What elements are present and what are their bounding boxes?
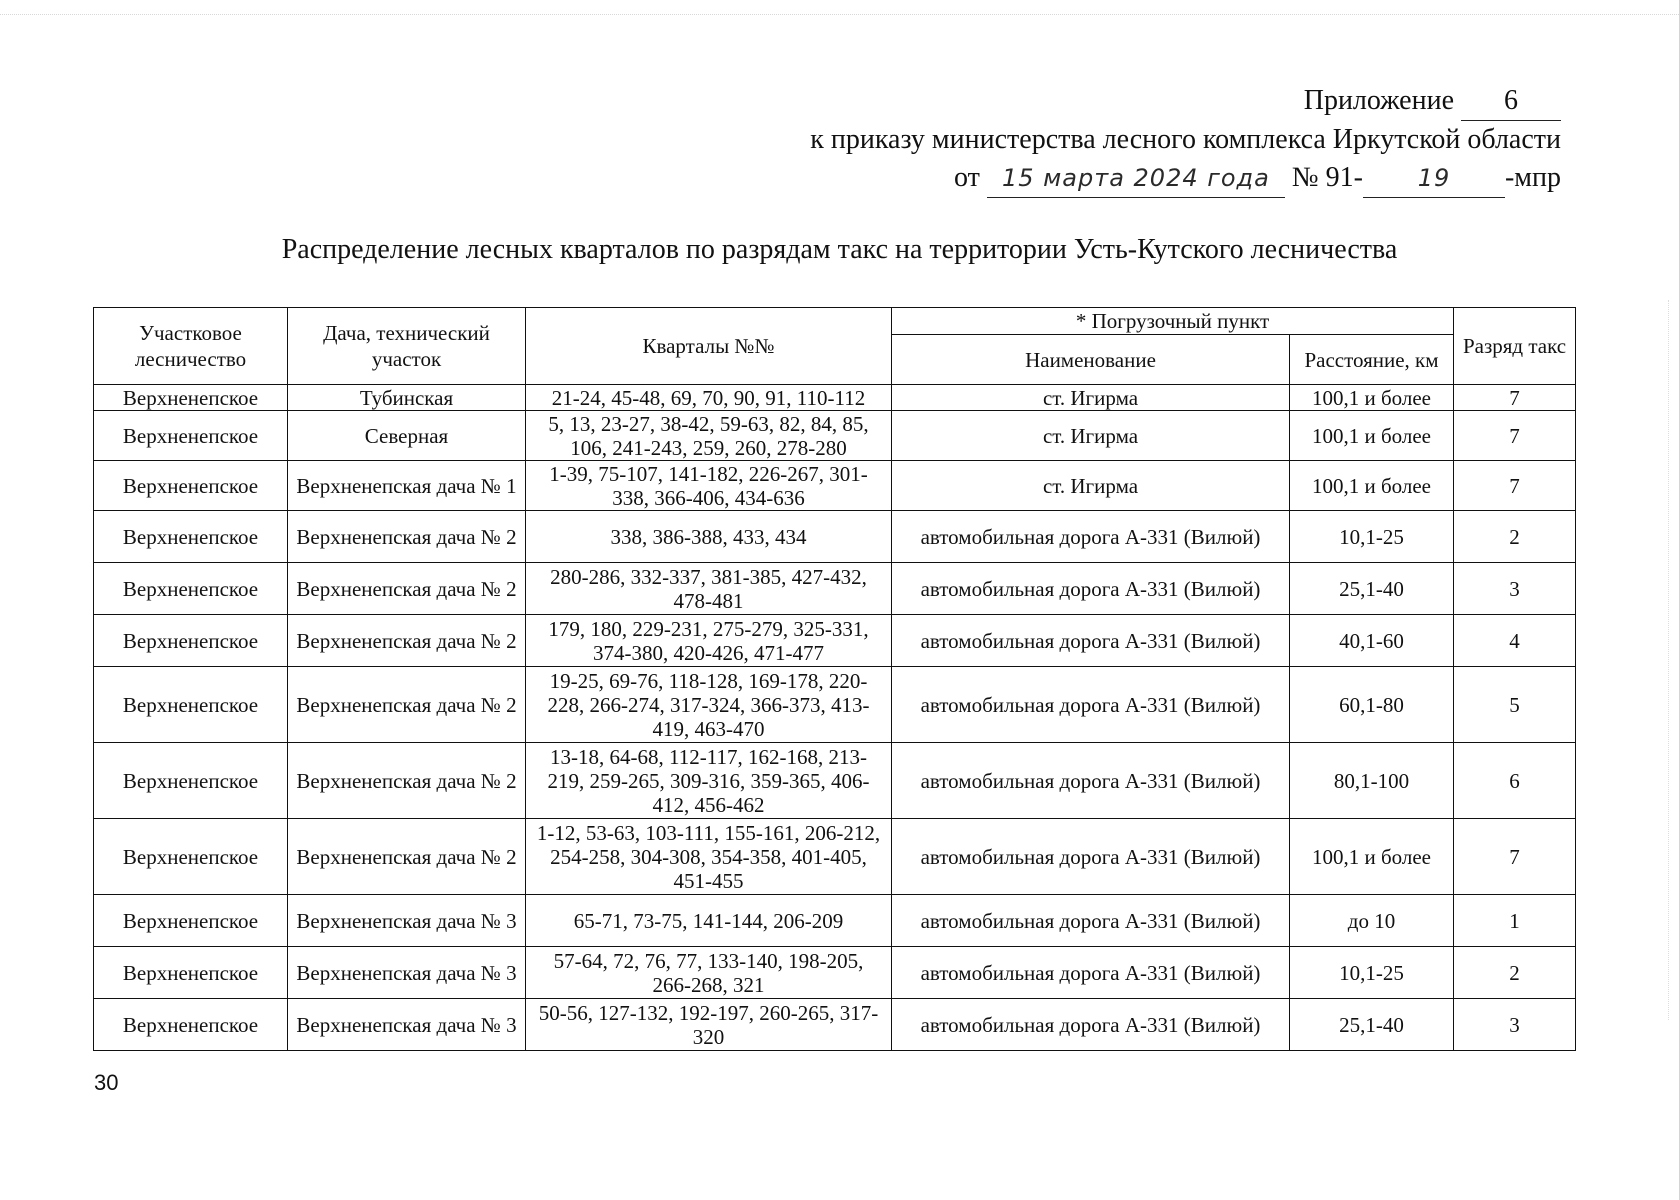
column-header-quarters: Кварталы №№ (526, 308, 892, 385)
cell-loading-point: автомобильная дорога А-331 (Вилюй) (892, 947, 1290, 999)
table-row (94, 511, 1576, 563)
cell-dacha: Верхненепская дача № 2 (288, 667, 526, 743)
cell-loading-point: ст. Игирма (892, 411, 1290, 461)
cell-district: Верхненепское (94, 947, 288, 999)
appendix-label: Приложение (1303, 85, 1454, 116)
column-header-rate: Разряд такс (1454, 308, 1576, 385)
cell-distance: 25,1-40 (1290, 563, 1454, 615)
cell-district: Верхненепское (94, 563, 288, 615)
cell-distance: 10,1-25 (1290, 947, 1454, 999)
cell-dacha: Верхненепская дача № 2 (288, 819, 526, 895)
order-line: к приказу министерства лесного комплекса Иркутской области (810, 124, 1561, 155)
cell-rate: 7 (1454, 461, 1576, 511)
cell-rate: 3 (1454, 563, 1576, 615)
cell-quarters: 280-286, 332-337, 381-385, 427-432, 478-481 (526, 563, 892, 615)
cell-district: Верхненепское (94, 461, 288, 511)
column-header-loading-point: * Погрузочный пункт (892, 308, 1454, 335)
cell-dacha: Верхненепская дача № 1 (288, 461, 526, 511)
cell-quarters: 338, 386-388, 433, 434 (526, 511, 892, 563)
cell-loading-point: автомобильная дорога А-331 (Вилюй) (892, 511, 1290, 563)
cell-district: Верхненепское (94, 999, 288, 1051)
column-header-dacha: Дача, технический участок (288, 308, 526, 385)
document-title: Распределение лесных кварталов по разрядам такс на территории Усть-Кутского лесничества (281, 234, 1398, 265)
appendix-line (661, 82, 1561, 121)
cell-distance: 40,1-60 (1290, 615, 1454, 667)
table-row (94, 411, 1576, 461)
table-row (94, 999, 1576, 1051)
cell-loading-point: автомобильная дорога А-331 (Вилюй) (892, 895, 1290, 947)
cell-loading-point: автомобильная дорога А-331 (Вилюй) (892, 999, 1290, 1051)
cell-rate: 3 (1454, 999, 1576, 1051)
cell-rate: 7 (1454, 819, 1576, 895)
cell-loading-point: ст. Игирма (892, 385, 1290, 411)
cell-loading-point: автомобильная дорога А-331 (Вилюй) (892, 819, 1290, 895)
cell-quarters: 50-56, 127-132, 192-197, 260-265, 317-320 (526, 999, 892, 1051)
cell-loading-point: автомобильная дорога А-331 (Вилюй) (892, 615, 1290, 667)
cell-distance: 100,1 и более (1290, 819, 1454, 895)
cell-distance: 100,1 и более (1290, 385, 1454, 411)
cell-rate: 6 (1454, 743, 1576, 819)
handwritten-date: 15 марта 2024 года (987, 159, 1285, 198)
cell-dacha: Тубинская (288, 385, 526, 411)
column-header-loading-name: Наименование (892, 335, 1290, 385)
cell-dacha: Верхненепская дача № 3 (288, 895, 526, 947)
cell-dacha: Верхненепская дача № 2 (288, 743, 526, 819)
cell-loading-point: ст. Игирма (892, 461, 1290, 511)
cell-quarters: 179, 180, 229-231, 275-279, 325-331, 374-380, 420-426, 471-477 (526, 615, 892, 667)
order-date-line (661, 159, 1561, 198)
cell-quarters: 1-39, 75-107, 141-182, 226-267, 301-338, 366-406, 434-636 (526, 461, 892, 511)
cell-quarters: 13-18, 64-68, 112-117, 162-168, 213-219, 259-265, 309-316, 359-365, 406-412, 456-462 (526, 743, 892, 819)
cell-district: Верхненепское (94, 895, 288, 947)
table-row (94, 461, 1576, 511)
number-suffix: -мпр (1504, 162, 1561, 193)
cell-distance: 60,1-80 (1290, 667, 1454, 743)
cell-quarters: 19-25, 69-76, 118-128, 169-178, 220-228, 266-274, 317-324, 366-373, 413-419, 463-470 (526, 667, 892, 743)
cell-distance: 100,1 и более (1290, 411, 1454, 461)
table-row (94, 743, 1576, 819)
cell-rate: 7 (1454, 411, 1576, 461)
cell-quarters: 1-12, 53-63, 103-111, 155-161, 206-212, 254-258, 304-308, 354-358, 401-405, 451-455 (526, 819, 892, 895)
table-row (94, 615, 1576, 667)
cell-district: Верхненепское (94, 511, 288, 563)
cell-district: Верхненепское (94, 615, 288, 667)
cell-district: Верхненепское (94, 411, 288, 461)
table-row (94, 563, 1576, 615)
cell-rate: 7 (1454, 385, 1576, 411)
cell-rate: 2 (1454, 947, 1576, 999)
cell-distance: 25,1-40 (1290, 999, 1454, 1051)
cell-distance: 10,1-25 (1290, 511, 1454, 563)
cell-dacha: Северная (288, 411, 526, 461)
cell-rate: 2 (1454, 511, 1576, 563)
table-body (94, 385, 1576, 1051)
cell-district: Верхненепское (94, 819, 288, 895)
scan-edge-line (1668, 300, 1669, 1020)
table-row (94, 819, 1576, 895)
cell-rate: 1 (1454, 895, 1576, 947)
cell-distance: 80,1-100 (1290, 743, 1454, 819)
cell-dacha: Верхненепская дача № 3 (288, 947, 526, 999)
appendix-header (661, 82, 1561, 198)
cell-quarters: 21-24, 45-48, 69, 70, 90, 91, 110-112 (526, 385, 892, 411)
cell-dacha: Верхненепская дача № 3 (288, 999, 526, 1051)
distribution-table (93, 307, 1576, 1051)
cell-loading-point: автомобильная дорога А-331 (Вилюй) (892, 743, 1290, 819)
appendix-number: 6 (1461, 82, 1561, 121)
table-header (94, 308, 1576, 385)
table-row (94, 385, 1576, 411)
cell-rate: 5 (1454, 667, 1576, 743)
cell-dacha: Верхненепская дача № 2 (288, 563, 526, 615)
cell-quarters: 65-71, 73-75, 141-144, 206-209 (526, 895, 892, 947)
scan-edge-line (0, 14, 1679, 15)
number-prefix: № 91- (1291, 162, 1363, 193)
date-prefix: от (954, 162, 980, 193)
table-row (94, 947, 1576, 999)
cell-distance: до 10 (1290, 895, 1454, 947)
cell-dacha: Верхненепская дача № 2 (288, 511, 526, 563)
column-header-distance: Расстояние, км (1290, 335, 1454, 385)
page-number: 30 (94, 1070, 119, 1095)
cell-loading-point: автомобильная дорога А-331 (Вилюй) (892, 667, 1290, 743)
cell-district: Верхненепское (94, 743, 288, 819)
cell-quarters: 5, 13, 23-27, 38-42, 59-63, 82, 84, 85, 106, 241-243, 259, 260, 278-280 (526, 411, 892, 461)
column-header-district: Участковое лесничество (94, 308, 288, 385)
cell-quarters: 57-64, 72, 76, 77, 133-140, 198-205, 266-268, 321 (526, 947, 892, 999)
cell-district: Верхненепское (94, 385, 288, 411)
cell-loading-point: автомобильная дорога А-331 (Вилюй) (892, 563, 1290, 615)
cell-distance: 100,1 и более (1290, 461, 1454, 511)
cell-rate: 4 (1454, 615, 1576, 667)
table-row (94, 895, 1576, 947)
handwritten-number: 19 (1363, 159, 1505, 198)
cell-dacha: Верхненепская дача № 2 (288, 615, 526, 667)
table-row (94, 667, 1576, 743)
cell-district: Верхненепское (94, 667, 288, 743)
